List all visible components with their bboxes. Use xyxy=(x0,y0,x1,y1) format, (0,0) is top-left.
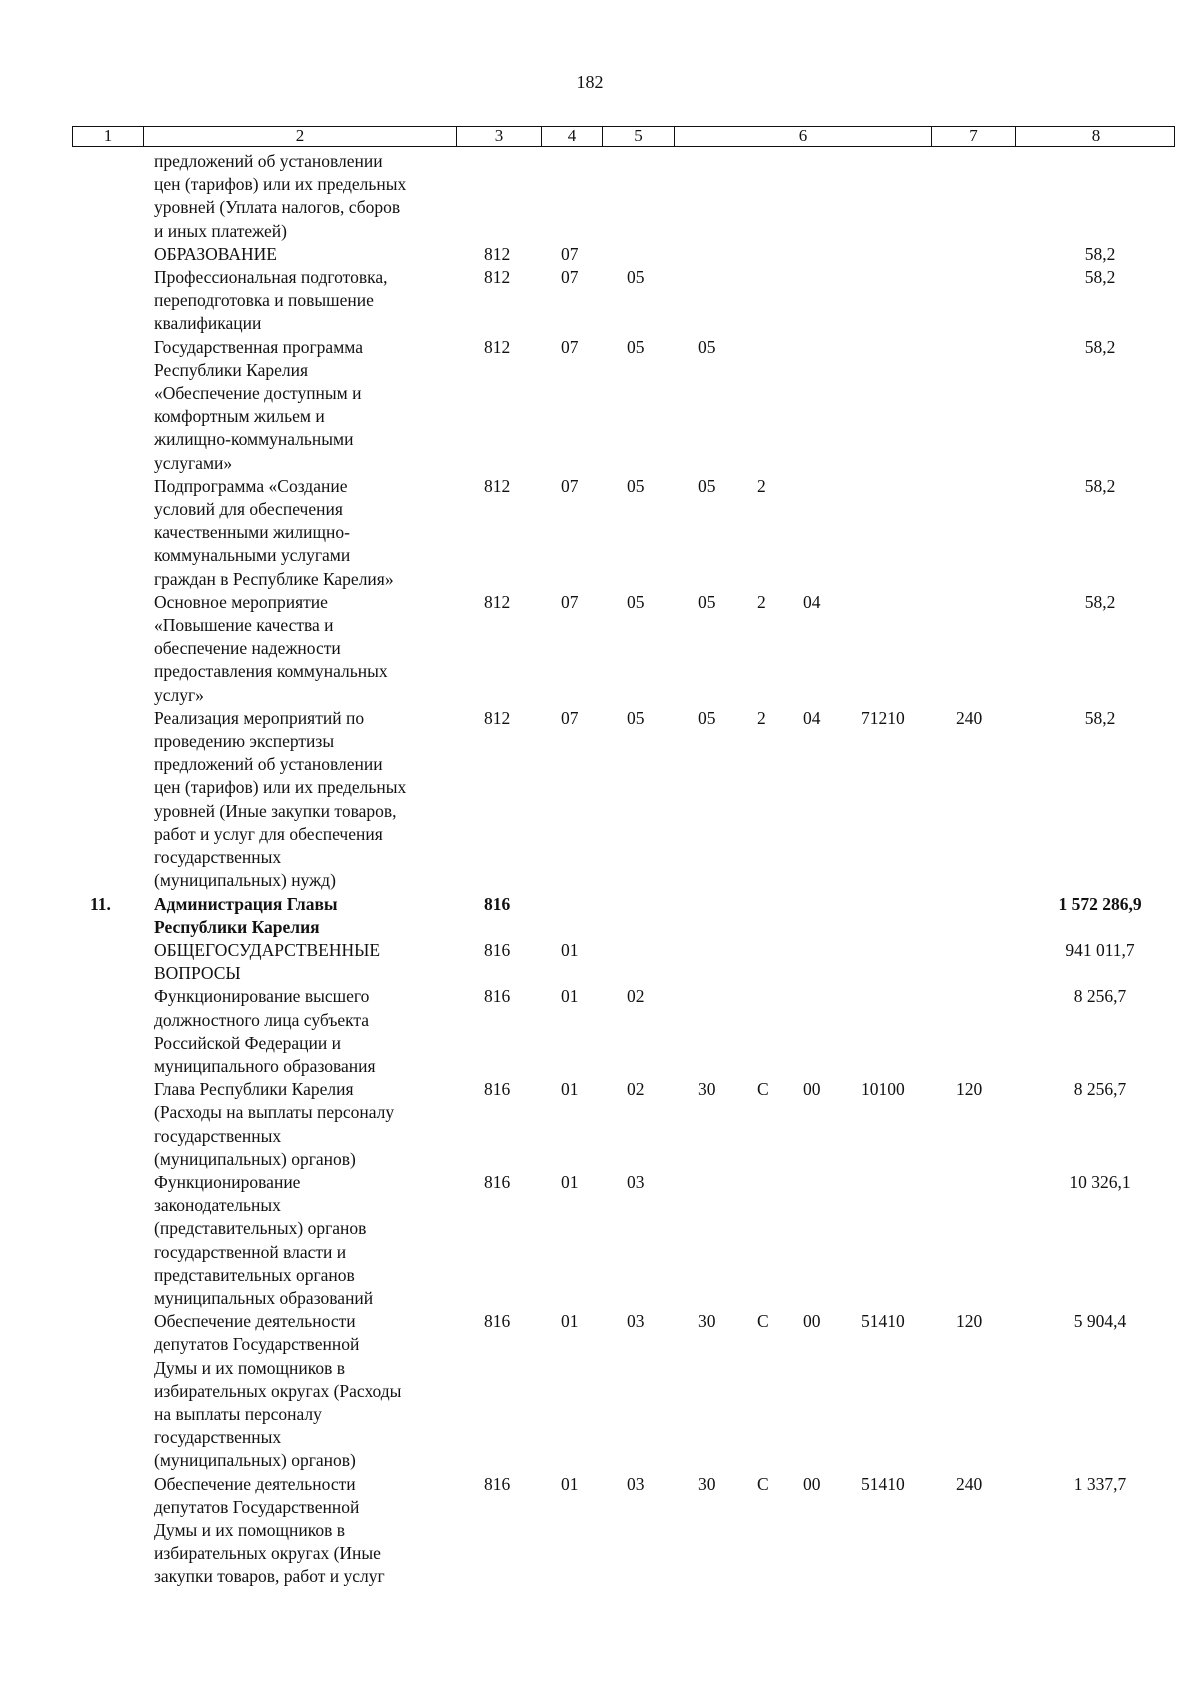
row-name-line: Функционирование высшего xyxy=(154,986,370,1007)
row-name-line: муниципальных образований xyxy=(154,1287,374,1308)
row-name xyxy=(154,475,454,591)
cell-c7: 120 xyxy=(956,1079,983,1100)
cell-c3: 812 xyxy=(484,475,511,496)
cell-c4: 01 xyxy=(561,939,579,960)
row-name-line: государственных xyxy=(154,1427,282,1448)
table-row xyxy=(0,1310,1200,1472)
row-name xyxy=(154,1078,454,1171)
row-name-line: Основное мероприятие xyxy=(154,591,328,612)
table-row xyxy=(0,150,1200,243)
table-row xyxy=(0,475,1200,591)
cell-c8: 8 256,7 xyxy=(1073,1079,1127,1100)
cell-c4: 01 xyxy=(561,1171,579,1192)
cell-c5: 05 xyxy=(627,267,645,288)
table-row xyxy=(0,1078,1200,1171)
cell-c5: 03 xyxy=(627,1311,645,1332)
row-name-line: условий для обеспечения xyxy=(154,499,343,520)
row-name-line: Республики Карелия xyxy=(154,359,309,380)
row-name-line: проведению экспертизы xyxy=(154,731,335,752)
cell-c4: 01 xyxy=(561,986,579,1007)
cell-c7: 240 xyxy=(956,1473,983,1494)
row-name-line: Глава Республики Карелия xyxy=(154,1079,354,1100)
budget-table-body xyxy=(0,150,1200,1589)
row-name xyxy=(154,1171,454,1310)
cell-c6d: 71210 xyxy=(861,707,905,728)
cell-c3: 816 xyxy=(484,986,511,1007)
table-row xyxy=(0,985,1200,1078)
row-name-line: Обеспечение деятельности xyxy=(154,1473,356,1494)
row-name-line: законодательных xyxy=(154,1195,281,1216)
cell-c6c: 00 xyxy=(803,1311,821,1332)
table-row xyxy=(0,939,1200,985)
row-name-line: ОБЩЕГОСУДАРСТВЕННЫЕ xyxy=(154,939,381,960)
row-name-line: услуг» xyxy=(154,684,204,705)
column-header-7: 7 xyxy=(931,127,1015,146)
row-name-line: Думы и их помощников в xyxy=(154,1519,345,1540)
cell-c4: 07 xyxy=(561,267,579,288)
cell-c6c: 00 xyxy=(803,1079,821,1100)
table-row xyxy=(0,1473,1200,1589)
column-header-2: 2 xyxy=(143,127,456,146)
cell-c6d: 10100 xyxy=(861,1079,905,1100)
row-name-line: Администрация Главы xyxy=(154,893,338,914)
row-name-line: на выплаты персоналу xyxy=(154,1403,322,1424)
cell-c7: 120 xyxy=(956,1311,983,1332)
cell-c6b: С xyxy=(757,1473,769,1494)
cell-c8: 58,2 xyxy=(1084,475,1116,496)
cell-c8: 5 904,4 xyxy=(1073,1311,1127,1332)
cell-c3: 816 xyxy=(484,893,511,914)
cell-c6b: 2 xyxy=(757,707,766,728)
row-name-line: цен (тарифов) или их предельных xyxy=(154,174,407,195)
cell-c3: 812 xyxy=(484,267,511,288)
table-row xyxy=(0,266,1200,336)
row-name-line: муниципального образования xyxy=(154,1055,376,1076)
row-name-line: (Расходы на выплаты персоналу xyxy=(154,1102,395,1123)
cell-c7: 240 xyxy=(956,707,983,728)
row-name xyxy=(154,266,454,336)
column-header-1: 1 xyxy=(103,126,113,145)
cell-c3: 816 xyxy=(484,1311,511,1332)
table-row xyxy=(0,336,1200,475)
row-name-line: Профессиональная подготовка, xyxy=(154,267,388,288)
row-name-line: Думы и их помощников в xyxy=(154,1357,345,1378)
table-row xyxy=(0,707,1200,893)
row-name-line: ОБРАЗОВАНИЕ xyxy=(154,243,277,264)
row-name-line: избирательных округах (Иные xyxy=(154,1543,381,1564)
row-number: 11. xyxy=(90,893,111,914)
row-name-line: жилищно-коммунальными xyxy=(154,429,354,450)
row-name-line: квалификации xyxy=(154,313,262,334)
cell-c4: 01 xyxy=(561,1311,579,1332)
row-name-line: закупки товаров, работ и услуг xyxy=(154,1566,385,1587)
cell-c6d: 51410 xyxy=(861,1311,905,1332)
cell-c3: 812 xyxy=(484,336,511,357)
row-name-line: избирательных округах (Расходы xyxy=(154,1380,402,1401)
column-header-8: 8 xyxy=(1015,127,1176,146)
column-header-4: 4 xyxy=(541,127,602,146)
column-header-3: 3 xyxy=(456,127,541,146)
row-name xyxy=(154,591,454,707)
row-name xyxy=(154,243,454,266)
cell-c5: 05 xyxy=(627,591,645,612)
column-header-5: 5 xyxy=(602,127,674,146)
cell-c5: 03 xyxy=(627,1473,645,1494)
row-name-line: должностного лица субъекта xyxy=(154,1009,370,1030)
row-name-line: (представительных) органов xyxy=(154,1218,367,1239)
cell-c8: 941 011,7 xyxy=(1065,939,1135,960)
cell-c8: 1 572 286,9 xyxy=(1058,893,1142,914)
cell-c5: 02 xyxy=(627,986,645,1007)
row-name xyxy=(154,150,454,243)
row-name-line: предоставления коммунальных xyxy=(154,661,388,682)
cell-c8: 8 256,7 xyxy=(1073,986,1127,1007)
row-name-line: (муниципальных) нужд) xyxy=(154,870,336,891)
cell-c6c: 00 xyxy=(803,1473,821,1494)
cell-c6b: С xyxy=(757,1079,769,1100)
row-name-line: качественными жилищно- xyxy=(154,522,350,543)
row-name-line: граждан в Республике Карелия» xyxy=(154,568,394,589)
cell-c4: 07 xyxy=(561,475,579,496)
cell-c6b: 2 xyxy=(757,591,766,612)
row-name-line: обеспечение надежности xyxy=(154,638,341,659)
cell-c6d: 51410 xyxy=(861,1473,905,1494)
cell-c6a: 30 xyxy=(698,1079,716,1100)
row-name-line: услугами» xyxy=(154,452,233,473)
cell-c3: 812 xyxy=(484,243,511,264)
page-number: 182 xyxy=(576,72,604,92)
cell-c4: 07 xyxy=(561,336,579,357)
row-name-line: предложений об установлении xyxy=(154,151,383,171)
cell-c3: 816 xyxy=(484,1079,511,1100)
row-name-line: коммунальными услугами xyxy=(154,545,351,566)
row-name-line: Функционирование xyxy=(154,1171,301,1192)
row-name-line: уровней (Уплата налогов, сборов xyxy=(154,197,401,218)
cell-c6c: 04 xyxy=(803,591,821,612)
row-name xyxy=(154,1310,454,1472)
cell-c3: 812 xyxy=(484,591,511,612)
cell-c4: 07 xyxy=(561,243,579,264)
cell-c4: 07 xyxy=(561,707,579,728)
row-name xyxy=(154,707,454,893)
row-name-line: государственных xyxy=(154,847,282,868)
row-name-line: (муниципальных) органов) xyxy=(154,1450,356,1471)
row-name xyxy=(154,985,454,1078)
row-name xyxy=(154,893,454,939)
row-name-line: «Обеспечение доступным и xyxy=(154,383,362,404)
row-name-line: государственных xyxy=(154,1125,282,1146)
column-header-6: 6 xyxy=(674,127,931,146)
cell-c6a: 30 xyxy=(698,1311,716,1332)
cell-c6b: С xyxy=(757,1311,769,1332)
row-name-line: ВОПРОСЫ xyxy=(154,963,241,984)
table-row xyxy=(0,1171,1200,1310)
cell-c6a: 05 xyxy=(698,475,716,496)
column-header-row xyxy=(72,126,1175,147)
row-name-line: Обеспечение деятельности xyxy=(154,1311,356,1332)
row-name xyxy=(154,1473,454,1589)
table-row xyxy=(0,893,1200,939)
row-name-line: «Повышение качества и xyxy=(154,615,334,636)
cell-c6a: 05 xyxy=(698,591,716,612)
cell-c8: 58,2 xyxy=(1084,336,1116,357)
cell-c5: 03 xyxy=(627,1171,645,1192)
row-name-line: депутатов Государственной xyxy=(154,1334,360,1355)
row-name-line: переподготовка и повышение xyxy=(154,290,374,311)
row-name-line: Реализация мероприятий по xyxy=(154,707,365,728)
cell-c6a: 05 xyxy=(698,336,716,357)
cell-c3: 812 xyxy=(484,707,511,728)
row-name-line: депутатов Государственной xyxy=(154,1496,360,1517)
cell-c8: 58,2 xyxy=(1084,707,1116,728)
cell-c5: 02 xyxy=(627,1079,645,1100)
cell-c3: 816 xyxy=(484,939,511,960)
row-name-line: государственной власти и xyxy=(154,1241,347,1262)
cell-c4: 01 xyxy=(561,1473,579,1494)
cell-c8: 58,2 xyxy=(1084,591,1116,612)
cell-c6c: 04 xyxy=(803,707,821,728)
table-row xyxy=(0,591,1200,707)
cell-c6b: 2 xyxy=(757,475,766,496)
row-name xyxy=(154,939,454,985)
cell-c8: 1 337,7 xyxy=(1073,1473,1127,1494)
cell-c3: 816 xyxy=(484,1171,511,1192)
cell-c4: 01 xyxy=(561,1079,579,1100)
row-name-line: цен (тарифов) или их предельных xyxy=(154,777,407,798)
cell-c8: 10 326,1 xyxy=(1069,1171,1131,1192)
row-name-line: комфортным жильем и xyxy=(154,406,325,427)
cell-c8: 58,2 xyxy=(1084,243,1116,264)
row-name-line: предложений об установлении xyxy=(154,754,383,775)
cell-c3: 816 xyxy=(484,1473,511,1494)
row-name-line: Республики Карелия xyxy=(154,916,320,937)
cell-c6a: 30 xyxy=(698,1473,716,1494)
cell-c5: 05 xyxy=(627,336,645,357)
table-row xyxy=(0,243,1200,266)
row-name xyxy=(154,336,454,475)
row-name-line: работ и услуг для обеспечения xyxy=(154,823,383,844)
cell-c6a: 05 xyxy=(698,707,716,728)
row-name-line: и иных платежей) xyxy=(154,220,288,241)
row-name-line: Государственная программа xyxy=(154,336,363,357)
row-name-line: Подпрограмма «Создание xyxy=(154,475,348,496)
row-name-line: уровней (Иные закупки товаров, xyxy=(154,800,397,821)
row-name-line: Российской Федерации и xyxy=(154,1032,342,1053)
row-name-line: представительных органов xyxy=(154,1264,355,1285)
cell-c8: 58,2 xyxy=(1084,267,1116,288)
cell-c4: 07 xyxy=(561,591,579,612)
row-name-line: (муниципальных) органов) xyxy=(154,1148,356,1169)
cell-c5: 05 xyxy=(627,475,645,496)
cell-c5: 05 xyxy=(627,707,645,728)
